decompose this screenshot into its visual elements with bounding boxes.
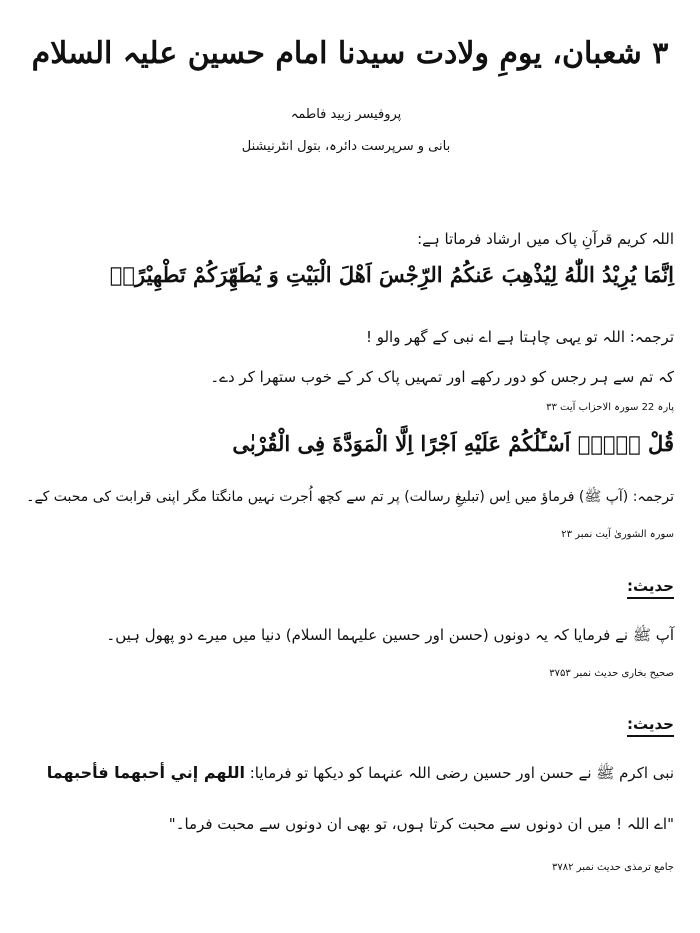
- verse-1-reference: پارہ 22 سورہ الاحزاب آیت ۳۳: [546, 402, 674, 413]
- author-name: پروفیسر زبید فاطمہ: [290, 107, 402, 122]
- hadith-2-translation: "اے اللہ ! میں ان دونوں سے محبت کرتا ہوں، تو بھی ان دونوں سے محبت فرما۔": [168, 815, 674, 833]
- verse-2-reference: سورہ الشوریٰ آیت نمبر ۲۳: [561, 529, 674, 540]
- author-role: بانی و سرپرست دائرہ، بتول انٹرنیشنل: [241, 139, 451, 154]
- hadith-2-text: [20, 761, 674, 785]
- hadith-2-urdu: نبی اکرم ﷺ نے حسن اور حسین رضی اللہ عنہما کو دیکھا تو فرمایا:: [249, 764, 674, 782]
- verse-1-arabic: اِنَّمَا يُرِيْدُ اللّٰهُ لِيُذْهِبَ عَنكُمُ الرِّجْسَ اَهْلَ الْبَيْتِ وَ يُطَهِّرَكُمْ تَطْهِيْرًاۚ: [109, 262, 674, 287]
- hadith-2-reference: جامع ترمذی حدیث نمبر ۳۷۸۲: [552, 862, 674, 873]
- verse-2-translation: ترجمہ: (آپ ﷺ) فرماؤ میں اِس (تبلیغِ رسالت) پر تم سے کچھ اُجرت نہیں مانگتا مگر اپنی قرابت کی محبت کے۔: [26, 489, 674, 505]
- hadith-1-heading: حدیث:: [627, 577, 674, 595]
- intro-text: اللہ کریم قرآنِ پاک میں ارشاد فرماتا ہے:: [417, 230, 674, 248]
- verse-2-arabic: قُلْ لَّاۤ اَسْـَٔلُكُمْ عَلَيْهِ اَجْرًا اِلَّا الْمَوَدَّةَ فِى الْقُرْبٰى: [232, 431, 674, 456]
- page-title: ۳ شعبان، یومِ ولادت سیدنا امام حسین علیہ السلام: [31, 36, 669, 71]
- hadith-1-text: آپ ﷺ نے فرمایا کہ یہ دونوں (حسن اور حسین علیہما السلام) دنیا میں میرے دو پھول ہیں۔: [106, 626, 674, 644]
- verse-1-translation-line-1: ترجمہ: اللہ تو یہی چاہتا ہے اے نبی کے گھر والو !: [365, 328, 674, 346]
- hadith-1-reference: صحیح بخاری حدیث نمبر ۳۷۵۳: [549, 668, 674, 679]
- hadith-2-arabic: اللهم إني أحبهما فأحبهما: [46, 763, 245, 782]
- verse-1-translation-line-2: کہ تم سے ہر رجس کو دور رکھے اور تمہیں پاک کر کے خوب ستھرا کر دے۔: [210, 368, 674, 386]
- hadith-2-heading: حدیث:: [627, 715, 674, 733]
